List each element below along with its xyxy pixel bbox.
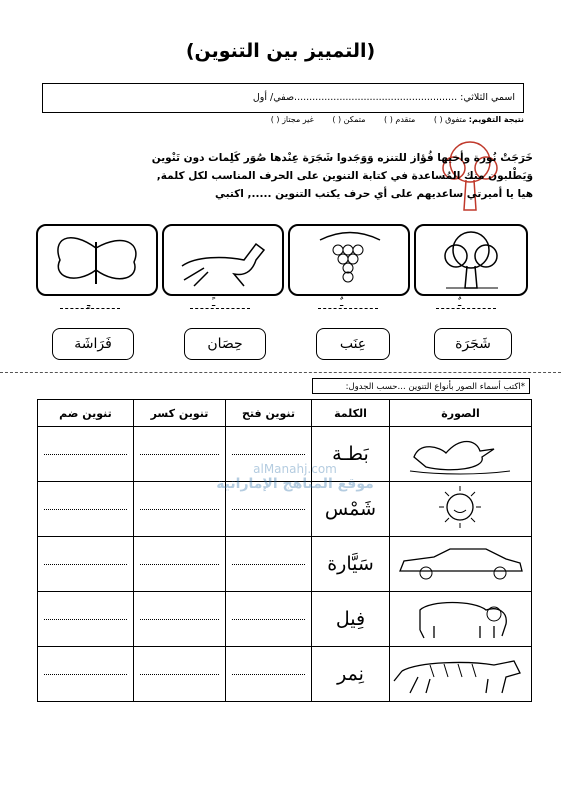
tanween-table (37, 399, 532, 702)
word-cell: بَطـة (312, 427, 390, 482)
site-watermark (205, 462, 385, 522)
tree-picture (414, 224, 528, 296)
word-cell: نِمر (312, 647, 390, 702)
instruction-line-2: وَيَطْلبون منك المُساعدة في كتابة التنوين على الحرف المناسب لكل كلمة, (156, 170, 533, 182)
word-box: شَجَرَة (434, 328, 512, 360)
watermark-line-1: alManahj.com (253, 462, 337, 476)
damm-cell[interactable] (38, 537, 134, 592)
instruction-line-1: خَرَجَتْ نُورة وأخيها فُؤاز للتنزه وَوَجَدوا شَجَرَة عِنْدها صُوَر كَلِمات دون تَنْوين (151, 152, 533, 164)
tanween-mark: ـٍ (87, 296, 91, 309)
fath-cell[interactable] (226, 592, 312, 647)
car-picture (390, 537, 532, 592)
kasr-cell[interactable] (134, 647, 226, 702)
fath-cell[interactable] (226, 647, 312, 702)
butterfly-icon (38, 226, 156, 294)
table-row (38, 537, 532, 592)
word-box: فَرَاشَة (52, 328, 134, 360)
word-cell: فِيل (312, 592, 390, 647)
word-cell: شَمْس (312, 482, 390, 537)
header-word: الكلمة (312, 400, 390, 427)
tanween-mark: ـٌ (458, 296, 462, 309)
tree-icon (416, 226, 526, 294)
damm-cell[interactable] (38, 647, 134, 702)
tiger-picture (390, 647, 532, 702)
horse-icon (164, 226, 282, 294)
damm-cell[interactable] (38, 482, 134, 537)
answer-line[interactable] (436, 308, 496, 310)
duck-icon (390, 427, 530, 477)
table-row (38, 647, 532, 702)
student-info-box (42, 83, 524, 113)
table-row (38, 592, 532, 647)
kasr-cell[interactable] (134, 537, 226, 592)
header-picture: الصورة (390, 400, 532, 427)
evaluation-option: غير مجتاز ( ) (270, 115, 314, 124)
kasr-cell[interactable] (134, 592, 226, 647)
evaluation-option: متقدم ( ) (384, 115, 416, 124)
word-cell: سَيَّارة (312, 537, 390, 592)
elephant-icon (390, 592, 530, 642)
table-instruction: *اكتب أسماء الصور بأنواع التنوين ...حسب الجدول: (312, 378, 530, 394)
header-kasr: تنوين كسر (134, 400, 226, 427)
word-box: حِصَان (184, 328, 266, 360)
answer-line[interactable] (318, 308, 378, 310)
tanween-mark: ـٌ (340, 296, 344, 309)
watermark-line-2: موقع المناهج الإماراتية (216, 476, 374, 492)
elephant-picture (390, 592, 532, 647)
name-line: اسمي الثلاثي: ......................................................صفي/ أول (252, 92, 515, 103)
sun-picture (390, 482, 532, 537)
table-header-row (38, 400, 532, 427)
butterfly-picture (36, 224, 158, 296)
car-icon (390, 537, 530, 587)
horse-picture (162, 224, 284, 296)
page-title: (التمييز بين التنوين) (185, 40, 376, 62)
damm-cell[interactable] (38, 427, 134, 482)
grapes-icon (290, 226, 408, 294)
word-box: عِنَب (316, 328, 390, 360)
header-damm: تنوين ضم (38, 400, 134, 427)
duck-picture (390, 427, 532, 482)
damm-cell[interactable] (38, 592, 134, 647)
evaluation-row (38, 115, 524, 124)
grapes-picture (288, 224, 410, 296)
instruction-line-3: هيا يا أميرتي ساعديهم على أي حرف يكتب التنوين ....., اكتبي (214, 188, 533, 200)
section-divider (0, 372, 561, 373)
tanween-mark: ـً (212, 296, 216, 309)
evaluation-option: متمكن ( ) (332, 115, 366, 124)
evaluation-label: نتيجة التقويم: (468, 115, 524, 124)
sun-icon (390, 482, 530, 532)
fath-cell[interactable] (226, 537, 312, 592)
tiger-icon (390, 647, 530, 697)
header-fath: تنوين فتح (226, 400, 312, 427)
answer-line[interactable] (190, 308, 250, 310)
evaluation-option: متفوق ( ) (433, 115, 467, 124)
